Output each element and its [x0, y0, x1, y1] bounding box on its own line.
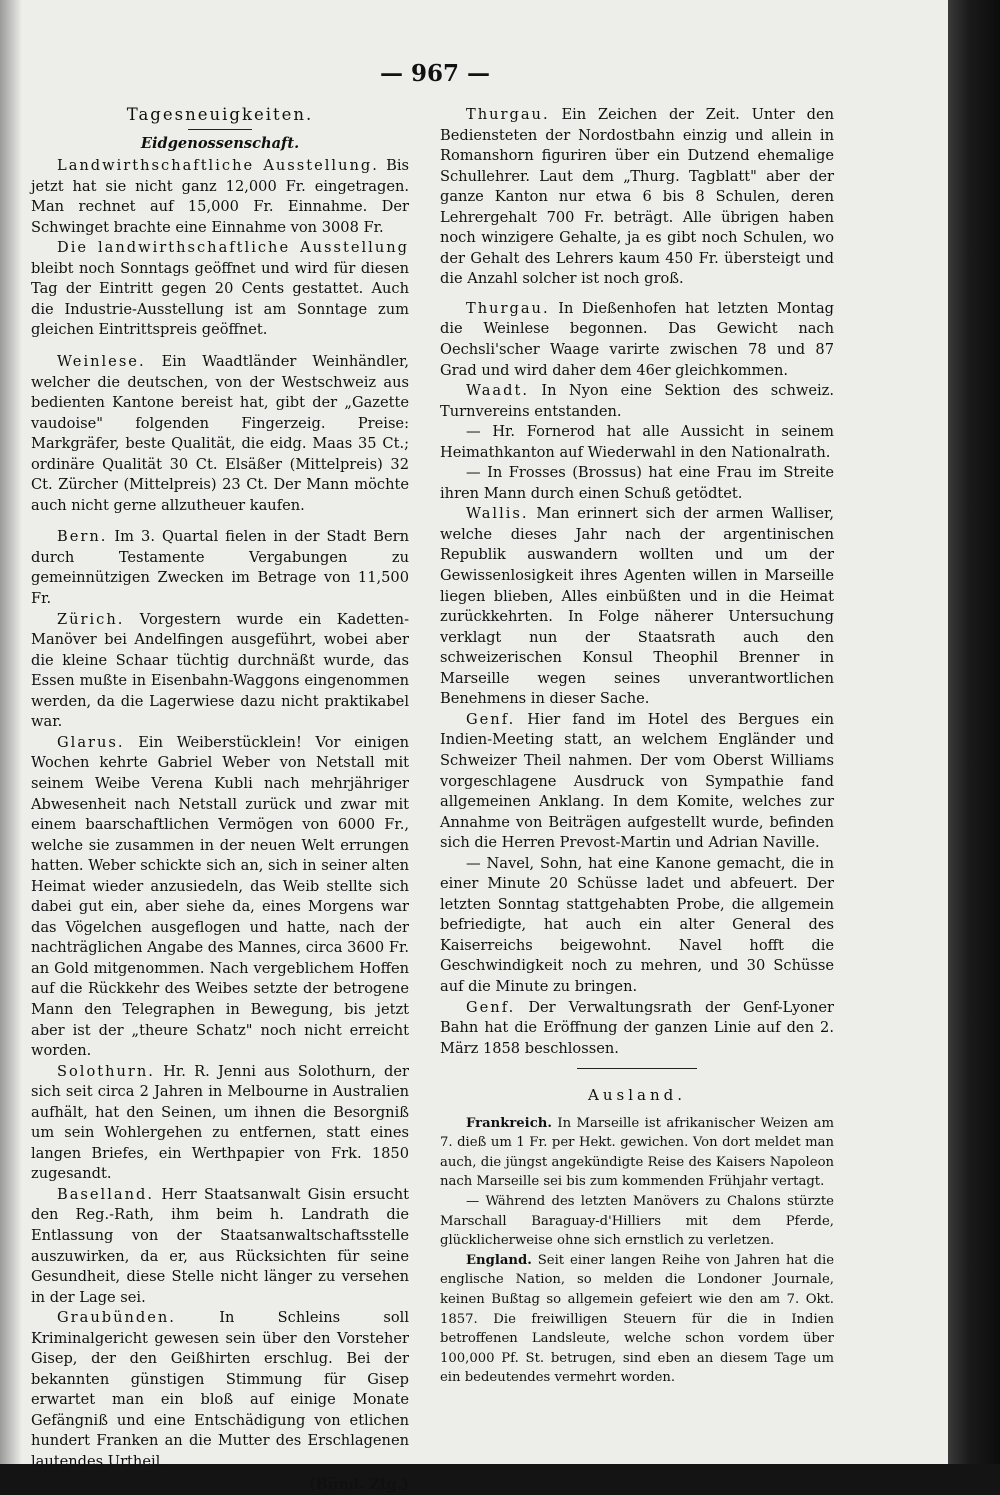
article-paragraph — [440, 998, 834, 1060]
article-keyword: Glarus. — [57, 733, 125, 751]
article-text: Herr Staatsanwalt Gisin ersucht den Reg.-Rath, ihm beim h. Landrath die Entlassung von der Staatsanwaltschaftsstelle auszuwirken, da er, aus Rücksichten für seine Gesundheit, diese Stelle nicht länger zu versehen in der Lage sei. — [31, 1185, 409, 1306]
article-paragraph — [31, 352, 409, 516]
article-keyword: Graubünden. — [57, 1309, 176, 1327]
article-text: In Schleins soll Kriminalgericht gewesen sein über den Vorsteher Gisep, der den Geißhirten erschlug. Bei der bekannten günstigen Stimmung für Gisep erwartet man ein bloß auf einige Monate Gefängniß und eine Entschädigung von etlichen hundert Franken an die Mutter des Erschlagenen lautendes Urtheil. — [31, 1309, 409, 1470]
page-number: — 967 — — [379, 60, 491, 87]
article-text: — Navel, Sohn, hat eine Kanone gemacht, die in einer Minute 20 Schüsse ladet und abfeuert. Der letzten Sonntag stattgehabten Probe, die allgemein befriedigte, hat auch ein alter General des Kaiserreichs beigewohnt. Navel hofft die Geschwindigkeit noch zu mehren, und 30 Schüsse auf die Minute zu bringen. — [440, 854, 834, 995]
source-citation: (Bünd. Ztg.) — [308, 1475, 409, 1493]
article-keyword: Baselland. — [57, 1185, 154, 1203]
article-paragraph — [31, 1062, 409, 1185]
article-keyword: Die landwirthschaftliche Ausstellung — [57, 239, 409, 257]
article-paragraph — [440, 854, 834, 998]
article-keyword: Genf. — [466, 710, 516, 728]
article-keyword: Solothurn. — [57, 1062, 155, 1080]
article-keyword: Landwirthschaftliche Ausstellung. — [57, 157, 379, 175]
article-keyword: Thurgau. — [466, 299, 550, 317]
article-keyword: Genf. — [466, 998, 516, 1016]
article-paragraph — [440, 105, 834, 290]
article-paragraph — [440, 422, 834, 463]
article-keyword: Zürich. — [57, 610, 125, 628]
article-text: Ein Waadtländer Weinhändler, welcher die deutschen, von der Westschweiz aus bedienten Kantone bereist hat, gibt der „Gazette vaudoise" folgenden Fingerzeig. Preise: Markgräfer, beste Qualität, die eidg. Maas 35 Ct.; ordinäre Qualität 30 Ct. Elsäßer (Mittelpreis) 32 Ct. Zürcher (Mittelpreis) 23 Ct. Der Mann möchte auch nicht gerne allzutheuer kaufen. — [31, 353, 409, 514]
article-text: In Dießenhofen hat letzten Montag die Weinlese begonnen. Das Gewicht nach Oechsli'scher Waage varirte zwischen 78 und 87 Grad und wird daher dem 46er gleichkommen. — [440, 299, 834, 379]
article-paragraph — [440, 381, 834, 422]
section-divider — [577, 1068, 697, 1069]
article-paragraph — [31, 527, 409, 609]
article-keyword: Bern. — [57, 528, 108, 546]
article-paragraph — [31, 1308, 409, 1472]
article-keyword: Frankreich. — [466, 1115, 552, 1131]
article-paragraph — [440, 1192, 834, 1251]
article-paragraph — [31, 156, 409, 238]
article-text: Seit einer langen Reihe von Jahren hat die englische Nation, so melden die Londoner Journale, keinen Bußtag so allgemein gefeiert wie den am 7. Okt. 1857. Die freiwilligen Steuern für die in Indien betroffenen Landsleute, welche schon vordem über 100,000 Pf. St. betrugen, sind eben an diesem Tage um ein bedeutendes vermehrt worden. — [440, 1252, 834, 1386]
article-paragraph — [440, 463, 834, 504]
article-text: bleibt noch Sonntags geöffnet und wird für diesen Tag der Eintritt gegen 20 Cents gestattet. Auch die Industrie-Ausstellung ist am Sonntage zum gleichen Eintrittspreis geöffnet. — [31, 259, 409, 339]
article-keyword: Waadt. — [466, 382, 529, 400]
article-text: — Hr. Fornerod hat alle Aussicht in seinem Heimathkanton auf Wiederwahl in den Nationalrath. — [440, 423, 834, 461]
article-paragraph — [440, 504, 834, 709]
binding-shadow — [0, 0, 22, 1464]
article-paragraph — [440, 1251, 834, 1388]
article-text: — In Frosses (Brossus) hat eine Frau im Streite ihren Mann durch einen Schuß getödtet. — [440, 464, 834, 502]
article-text: — Während des letzten Manövers zu Chalons stürzte Marschall Baraguay-d'Hilliers mit dem Pferde, glücklicherweise ohne sich ernstlich zu verletzen. — [440, 1194, 834, 1249]
article-text: In Nyon eine Sektion des schweiz. Turnvereins entstanden. — [440, 382, 834, 420]
article-text: Im 3. Quartal fielen in der Stadt Bern durch Testamente Vergabungen zu gemeinnützigen Zwecken im Betrage von 11,500 Fr. — [31, 528, 409, 608]
article-text: Vorgestern wurde ein Kadetten-Manöver bei Andelfingen ausgeführt, wobei aber die kleine Schaar tüchtig durchnäßt wurde, das Essen mußte in Eisenbahn-Waggons eingenommen werden, da die Lagerwiese dazu nicht praktikabel war. — [31, 610, 409, 731]
article-text: Der Verwaltungsrath der Genf-Lyoner Bahn hat die Eröffnung der ganzen Linie auf den 2. März 1858 beschlossen. — [440, 998, 834, 1057]
article-paragraph — [31, 238, 409, 341]
article-paragraph — [440, 1114, 834, 1192]
right-column — [440, 105, 834, 1388]
article-paragraph — [31, 1185, 409, 1308]
article-keyword: Weinlese. — [57, 353, 146, 371]
article-text: Man erinnert sich der armen Walliser, welche dieses Jahr nach der argentinischen Republik auswandern wollten und um der Gewissenlosigkeit ihres Agenten willen in Marseille liegen blieben, Alles einbüßten und in die Heimat zurückkehrten. In Folge näherer Untersuchung verklagt nun der Staatsrath auch den schweizerischen Konsul Theophil Brenner in Marseille wegen seines unverantwortlichen Benehmens in dieser Sache. — [440, 505, 834, 708]
article-text: Bis jetzt hat sie nicht ganz 12,000 Fr. eingetragen. Man rechnet auf 15,000 Fr. Einnahme. Der Schwinget brachte eine Einnahme von 3008 Fr. — [31, 157, 409, 236]
ausland-heading: Ausland. — [588, 1086, 686, 1105]
section-heading: Tagesneuigkeiten. — [126, 105, 314, 124]
article-text: In Marseille ist afrikanischer Weizen am 7. dieß um 1 Fr. per Hekt. gewichen. Von dort meldet man auch, die jüngst angekündigte Reise des Kaisers Napoleon nach Marseille sei bis zum kommenden Frühjahr vertagt. — [440, 1115, 834, 1190]
heading-rule — [188, 129, 252, 130]
article-text: Hr. R. Jenni aus Solothurn, der sich seit circa 2 Jahren in Melbourne in Australien aufhält, hat den Seinen, um ihnen die Besorgniß um sein Wohlergehen zu entfernen, statt eines langen Briefes, ein Werthpapier von Frk. 1850 zugesandt. — [31, 1062, 409, 1183]
article-keyword: Wallis. — [466, 505, 529, 523]
article-text: Ein Weiberstücklein! Vor einigen Wochen kehrte Gabriel Weber von Netstall mit seinem Weibe Verena Kubli nach mehrjähriger Abwesenheit nach Netstall zurück und zwar mit einem baarschaftlichen Vermögen von 6000 Fr., welche sie zusammen in der neuen Welt errungen hatten. Weber schickte sich an, sich in seiner alten Heimat wieder anzusiedeln, das Weib stellte sich dabei gut ein, aber siehe da, eines Morgens war das Vögelchen ausgeflogen und hatte, nach der nachträglichen Angabe des Mannes, circa 3600 Fr. an Gold mitgenommen. Nach vergeblichem Hoffen auf die Rückkehr des Weibes setzte der betrogene Mann den Telegraphen in Bewegung, bis jetzt aber ist der „theure Schatz" noch nicht erreicht worden. — [31, 733, 409, 1060]
article-paragraph — [440, 710, 834, 854]
article-keyword: Thurgau. — [466, 106, 550, 123]
section-subheading: Eidgenossenschaft. — [140, 134, 300, 152]
article-paragraph — [440, 299, 834, 381]
left-column — [31, 105, 409, 1495]
article-paragraph — [31, 610, 409, 733]
page-edge-shadow — [948, 0, 1000, 1464]
article-text: Ein Zeichen der Zeit. Unter den Bediensteten der Nordostbahn einzig und allein in Romanshorn figuriren über ein Dutzend ehemalige Schullehrer. Laut dem „Thurg. Tagblatt" aber der ganze Kanton nur etwa 6 bis 8 Schulen, deren Lehrergehalt 700 Fr. beträgt. Alle übrigen haben noch winzigere Gehalte, ja es gibt noch Schulen, wo der Gehalt des Lehrers kaum 450 Fr. übersteigt und die Anzahl solcher ist noch groß. — [440, 106, 834, 288]
article-keyword: England. — [466, 1252, 532, 1268]
article-text: Hier fand im Hotel des Bergues ein Indien-Meeting statt, an welchem Engländer und Schweizer Theil nahmen. Der vom Oberst Williams vorgeschlagene Ausdruck von Sympathie fand allgemeinen Anklang. In dem Komite, welches zur Annahme von Beiträgen aufgestellt wurde, befinden sich die Herren Prevost-Martin und Adrian Naville. — [440, 710, 834, 852]
article-paragraph — [31, 733, 409, 1062]
